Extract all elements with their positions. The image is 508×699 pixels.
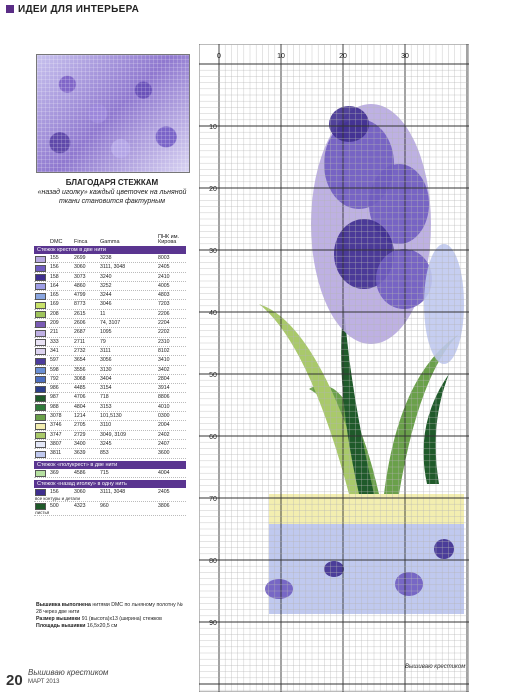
key-row: [34, 347, 186, 356]
cell-dmc: 164: [50, 282, 59, 289]
cell-gamma: 3049, 3109: [100, 431, 126, 438]
cell-pnk: 3806: [158, 502, 170, 509]
symbol-swatch: [35, 376, 46, 383]
cell-gamma: 74, 3107: [100, 320, 121, 327]
cell-pnk: 2206: [158, 310, 170, 317]
key-row: [34, 469, 186, 478]
section-cross-stitch: Стежок крестом в две нити: [34, 246, 186, 254]
side-flowers: [424, 244, 464, 364]
y-tick-label: 60: [209, 434, 217, 441]
cell-pnk: 4803: [158, 292, 170, 299]
key-row: [34, 421, 186, 430]
cell-finca: 2615: [74, 310, 86, 317]
cell-dmc: 208: [50, 310, 59, 317]
key-row: [34, 393, 186, 402]
x-tick-label: 30: [401, 53, 409, 60]
cell-gamma: 3238: [100, 255, 112, 261]
cell-dmc: 156: [50, 264, 59, 271]
key-row: [34, 440, 186, 449]
cell-pnk: 3600: [158, 450, 170, 457]
color-key-table: [34, 232, 186, 516]
note-size: Размер вышивки 91 (высота)х13 (ширина) стежков: [36, 616, 162, 622]
symbol-swatch: [35, 302, 46, 309]
x-tick-label: 0: [217, 53, 221, 60]
cross-stitch-rows: [34, 254, 186, 459]
cell-dmc: 165: [50, 292, 59, 299]
cell-finca: 4860: [74, 282, 86, 289]
cell-finca: 3073: [74, 273, 86, 280]
embroidery-photo: [36, 54, 190, 173]
symbol-swatch: [35, 311, 46, 318]
cell-dmc: 792: [50, 375, 59, 382]
col-finca: Finca: [74, 239, 88, 245]
cell-finca: 4485: [74, 385, 86, 392]
header-bullet: [6, 5, 14, 13]
y-tick-label: 50: [209, 372, 217, 379]
cell-pnk: 2202: [158, 329, 170, 336]
cell-gamma: 715: [100, 469, 109, 476]
symbol-swatch: [35, 423, 46, 430]
table-header: [34, 232, 186, 246]
cell-pnk: 4005: [158, 282, 170, 289]
symbol-swatch: [35, 395, 46, 402]
cell-finca: 2705: [74, 422, 86, 429]
cell-finca: 8773: [74, 301, 86, 308]
cell-pnk: 4010: [158, 403, 170, 410]
cell-finca: 4586: [74, 469, 86, 476]
col-gamma: Gamma: [100, 239, 120, 245]
small-flower: [395, 572, 423, 596]
cross-stitch-pattern: [199, 44, 469, 692]
cell-dmc: 209: [50, 320, 59, 327]
cell-finca: 4323: [74, 502, 86, 509]
cell-dmc: 988: [50, 403, 59, 410]
small-flower: [324, 561, 344, 577]
cell-pnk: 2405: [158, 488, 170, 495]
pot-rim: [269, 494, 464, 524]
cell-pnk: 0300: [158, 413, 170, 420]
x-tick-label: 20: [339, 53, 347, 60]
cell-finca: 4804: [74, 403, 86, 410]
cell-finca: 2711: [74, 338, 86, 345]
symbol-swatch: [35, 386, 46, 393]
y-tick-label: 30: [209, 248, 217, 255]
cell-gamma: 3154: [100, 385, 112, 392]
symbol-swatch: [35, 330, 46, 337]
cell-pnk: 2804: [158, 375, 170, 382]
cell-dmc: 156: [50, 488, 59, 495]
small-flower: [265, 579, 293, 599]
cell-finca: 2606: [74, 320, 86, 327]
cell-gamma: 3240: [100, 273, 112, 280]
row-note: все контуры и детали: [35, 495, 81, 501]
key-row: [34, 384, 186, 393]
symbol-swatch: [35, 339, 46, 346]
cell-gamma: 3404: [100, 375, 112, 382]
key-row: [34, 488, 186, 502]
symbol-swatch: [35, 283, 46, 290]
key-row: [34, 300, 186, 309]
symbol-swatch: [35, 293, 46, 300]
cell-gamma: 101,5130: [100, 413, 122, 420]
cell-pnk: 3402: [158, 366, 170, 373]
cell-gamma: 3056: [100, 357, 112, 364]
caption-text: «назад иголку» каждый цветочек на льняной ткани становится фактурным: [37, 189, 187, 205]
cell-pnk: 2004: [158, 422, 170, 429]
cell-gamma: 3111, 3048: [100, 264, 126, 271]
section-backstitch: Стежок «назад иголку» в одну нить: [34, 480, 186, 488]
key-row: [34, 319, 186, 328]
y-tick-label: 40: [209, 310, 217, 317]
cell-dmc: 3078: [50, 413, 62, 420]
embroidery-notes: [36, 602, 188, 630]
y-tick-label: 70: [209, 496, 217, 503]
y-tick-label: 20: [209, 186, 217, 193]
symbol-swatch: [35, 441, 46, 448]
symbol-swatch: [35, 414, 46, 421]
note-fabric: Вышивка выполнена нитями DMC по льняному полотну № 28 через две нити: [36, 602, 183, 615]
symbol-swatch: [35, 358, 46, 365]
cell-gamma: 718: [100, 394, 109, 401]
cell-pnk: 3410: [158, 357, 170, 364]
cell-finca: 3400: [74, 440, 86, 447]
cell-dmc: 987: [50, 394, 59, 401]
cell-gamma: 853: [100, 450, 109, 457]
symbol-swatch: [35, 367, 46, 374]
key-row: [34, 502, 186, 516]
backstitch-rows: [34, 488, 186, 516]
cell-gamma: 960: [100, 502, 109, 509]
header-title: ИДЕИ ДЛЯ ИНТЕРЬЕРА: [18, 4, 140, 15]
key-row: [34, 338, 186, 347]
cell-pnk: 3914: [158, 385, 170, 392]
symbol-swatch: [35, 265, 46, 272]
issue-date: МАРТ 2013: [28, 679, 60, 685]
section-header: [6, 4, 139, 15]
cell-pnk: 8003: [158, 255, 170, 261]
key-row: [34, 366, 186, 375]
cell-gamma: 3110: [100, 422, 112, 429]
cell-gamma: 11: [100, 310, 106, 317]
symbol-swatch: [35, 451, 46, 458]
cell-gamma: 3111: [100, 347, 111, 354]
cell-finca: 2732: [74, 347, 86, 354]
cell-gamma: 3153: [100, 403, 112, 410]
y-tick-label: 80: [209, 558, 217, 565]
symbol-swatch: [35, 274, 46, 281]
page-number: 20: [6, 672, 23, 689]
cell-pnk: 7203: [158, 301, 170, 308]
cell-dmc: 369: [50, 469, 59, 476]
cell-dmc: 333: [50, 338, 59, 345]
cell-dmc: 598: [50, 366, 59, 373]
key-row: [34, 263, 186, 272]
key-row: [34, 328, 186, 337]
cell-finca: 3654: [74, 357, 86, 364]
cell-gamma: 3111, 3048: [100, 488, 126, 495]
cell-finca: 4799: [74, 292, 86, 299]
cell-dmc: 169: [50, 301, 59, 308]
symbol-swatch: [35, 348, 46, 355]
key-row: [34, 403, 186, 412]
cell-finca: 3068: [74, 375, 86, 382]
cell-finca: 3060: [74, 488, 86, 495]
cell-gamma: 3130: [100, 366, 112, 373]
section-half-cross: Стежок «полукрест» в две нити: [34, 461, 186, 469]
cell-pnk: 2410: [158, 273, 170, 280]
symbol-swatch: [35, 321, 46, 328]
cell-dmc: 597: [50, 357, 59, 364]
cell-gamma: 3252: [100, 282, 112, 289]
cell-finca: 3639: [74, 450, 86, 457]
symbol-swatch: [35, 256, 46, 263]
symbol-swatch: [35, 432, 46, 439]
cell-dmc: 3747: [50, 431, 62, 438]
cell-dmc: 500: [50, 502, 59, 509]
cell-finca: 2687: [74, 329, 86, 336]
key-row: [34, 282, 186, 291]
cell-pnk: 2310: [158, 338, 170, 345]
key-row: [34, 356, 186, 365]
y-tick-label: 10: [209, 124, 217, 131]
cell-finca: 3060: [74, 264, 86, 271]
caption-title: БЛАГОДАРЯ СТЕЖКАМ: [65, 178, 159, 187]
key-row: [34, 431, 186, 440]
cell-gamma: 3046: [100, 301, 112, 308]
key-row: [34, 449, 186, 458]
half-cross-rows: [34, 469, 186, 478]
cell-gamma: 1095: [100, 329, 112, 336]
cell-dmc: 3807: [50, 440, 62, 447]
cell-finca: 4706: [74, 394, 86, 401]
cell-pnk: 4004: [158, 469, 170, 476]
key-row: [34, 254, 186, 263]
cell-pnk: 8102: [158, 347, 170, 354]
key-row: [34, 375, 186, 384]
cell-dmc: 155: [50, 255, 59, 261]
symbol-swatch: [35, 470, 46, 477]
x-tick-label: 10: [277, 53, 285, 60]
cell-gamma: 3244: [100, 292, 112, 299]
symbol-swatch: [35, 404, 46, 411]
col-dmc: DMC: [50, 239, 63, 245]
key-row: [34, 412, 186, 421]
small-flower: [434, 539, 454, 559]
cell-gamma: 3245: [100, 440, 112, 447]
cell-finca: 1214: [74, 413, 86, 420]
key-row: [34, 310, 186, 319]
cell-pnk: 2405: [158, 264, 170, 271]
cell-gamma: 79: [100, 338, 106, 345]
cell-dmc: 3811: [50, 450, 62, 457]
cell-pnk: 2204: [158, 320, 170, 327]
flower-cluster: [329, 106, 369, 142]
cell-dmc: 158: [50, 273, 59, 280]
cell-dmc: 3746: [50, 422, 62, 429]
cell-dmc: 341: [50, 347, 59, 354]
cell-pnk: 2402: [158, 431, 170, 438]
cell-finca: 2729: [74, 431, 86, 438]
cell-dmc: 211: [50, 329, 59, 336]
col-pnk: ПНК им. Кирова: [158, 234, 180, 245]
y-tick-label: 90: [209, 620, 217, 627]
cell-pnk: 2407: [158, 440, 170, 447]
pattern-grid: [199, 44, 469, 692]
magazine-logo: Вышиваю крестиком МАРТ 2013: [28, 668, 109, 685]
cell-finca: 3556: [74, 366, 86, 373]
row-note: листья: [35, 509, 50, 515]
key-row: [34, 291, 186, 300]
cell-pnk: 8806: [158, 394, 170, 401]
pattern-brand: Вышиваю крестиком: [405, 664, 466, 670]
key-row: [34, 273, 186, 282]
cell-finca: 2699: [74, 255, 86, 261]
note-area: Площадь вышивки 16,5х20,5 см: [36, 623, 118, 629]
cell-dmc: 986: [50, 385, 59, 392]
